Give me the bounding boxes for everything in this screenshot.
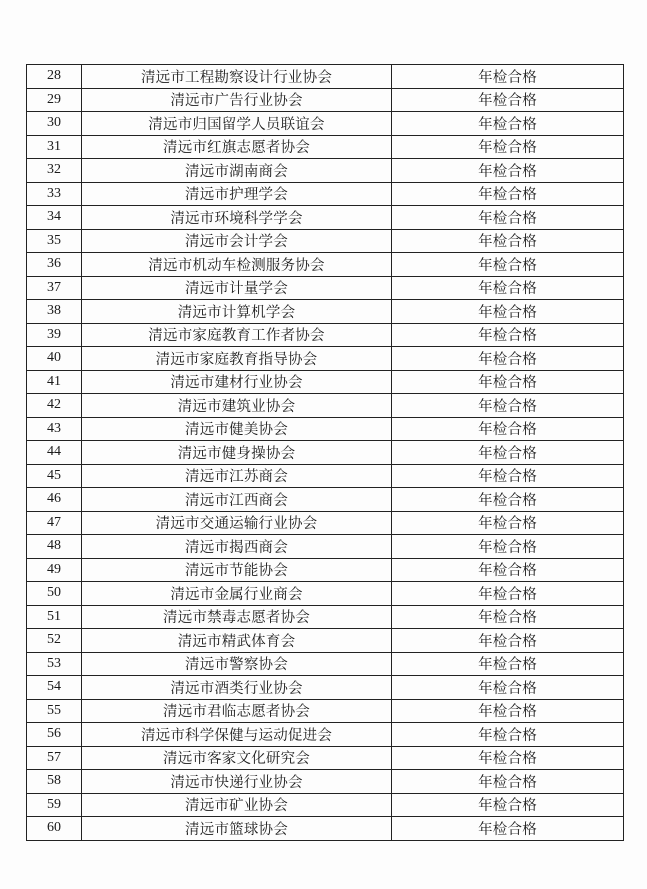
- table-row: [27, 88, 624, 112]
- row-number-cell: 33: [27, 182, 82, 206]
- inspection-status-cell: 年检合格: [392, 182, 624, 206]
- inspection-status-cell: 年检合格: [392, 558, 624, 582]
- organization-name-cell: 清远市君临志愿者协会: [82, 699, 392, 723]
- row-number-cell: 44: [27, 441, 82, 465]
- organization-name-cell: 清远市禁毒志愿者协会: [82, 605, 392, 629]
- row-number-cell: 36: [27, 253, 82, 277]
- inspection-status-cell: 年检合格: [392, 112, 624, 136]
- inspection-status-cell: 年检合格: [392, 605, 624, 629]
- inspection-status-cell: 年检合格: [392, 323, 624, 347]
- inspection-status-cell: 年检合格: [392, 253, 624, 277]
- inspection-status-cell: 年检合格: [392, 676, 624, 700]
- row-number-cell: 34: [27, 206, 82, 230]
- table-row: [27, 370, 624, 394]
- table-row: [27, 535, 624, 559]
- inspection-status-cell: 年检合格: [392, 582, 624, 606]
- organization-name-cell: 清远市家庭教育指导协会: [82, 347, 392, 371]
- inspection-results-table: [26, 64, 624, 841]
- inspection-status-cell: 年检合格: [392, 488, 624, 512]
- organization-name-cell: 清远市归国留学人员联谊会: [82, 112, 392, 136]
- inspection-status-cell: 年检合格: [392, 770, 624, 794]
- table-body: [27, 65, 624, 841]
- organization-name-cell: 清远市建筑业协会: [82, 394, 392, 418]
- organization-name-cell: 清远市计算机学会: [82, 300, 392, 324]
- organization-name-cell: 清远市矿业协会: [82, 793, 392, 817]
- row-number-cell: 56: [27, 723, 82, 747]
- table-row: [27, 488, 624, 512]
- organization-name-cell: 清远市工程勘察设计行业协会: [82, 65, 392, 89]
- row-number-cell: 31: [27, 135, 82, 159]
- table-row: [27, 629, 624, 653]
- row-number-cell: 42: [27, 394, 82, 418]
- row-number-cell: 46: [27, 488, 82, 512]
- organization-name-cell: 清远市健美协会: [82, 417, 392, 441]
- table-row: [27, 159, 624, 183]
- row-number-cell: 35: [27, 229, 82, 253]
- table-row: [27, 699, 624, 723]
- inspection-status-cell: 年检合格: [392, 535, 624, 559]
- organization-name-cell: 清远市篮球协会: [82, 817, 392, 841]
- table-row: [27, 817, 624, 841]
- table-row: [27, 276, 624, 300]
- table-row: [27, 394, 624, 418]
- row-number-cell: 43: [27, 417, 82, 441]
- organization-name-cell: 清远市广告行业协会: [82, 88, 392, 112]
- row-number-cell: 32: [27, 159, 82, 183]
- inspection-status-cell: 年检合格: [392, 229, 624, 253]
- organization-name-cell: 清远市客家文化研究会: [82, 746, 392, 770]
- table-row: [27, 746, 624, 770]
- organization-name-cell: 清远市节能协会: [82, 558, 392, 582]
- inspection-status-cell: 年检合格: [392, 746, 624, 770]
- organization-name-cell: 清远市湖南商会: [82, 159, 392, 183]
- organization-name-cell: 清远市计量学会: [82, 276, 392, 300]
- inspection-status-cell: 年检合格: [392, 629, 624, 653]
- table-row: [27, 464, 624, 488]
- row-number-cell: 29: [27, 88, 82, 112]
- table-row: [27, 182, 624, 206]
- table-row: [27, 511, 624, 535]
- row-number-cell: 37: [27, 276, 82, 300]
- organization-name-cell: 清远市江西商会: [82, 488, 392, 512]
- table-row: [27, 770, 624, 794]
- inspection-status-cell: 年检合格: [392, 464, 624, 488]
- inspection-status-cell: 年检合格: [392, 135, 624, 159]
- inspection-status-cell: 年检合格: [392, 699, 624, 723]
- table-row: [27, 558, 624, 582]
- table-row: [27, 582, 624, 606]
- organization-name-cell: 清远市红旗志愿者协会: [82, 135, 392, 159]
- organization-name-cell: 清远市江苏商会: [82, 464, 392, 488]
- table-row: [27, 323, 624, 347]
- row-number-cell: 55: [27, 699, 82, 723]
- row-number-cell: 30: [27, 112, 82, 136]
- organization-name-cell: 清远市机动车检测服务协会: [82, 253, 392, 277]
- organization-name-cell: 清远市科学保健与运动促进会: [82, 723, 392, 747]
- row-number-cell: 51: [27, 605, 82, 629]
- inspection-status-cell: 年检合格: [392, 276, 624, 300]
- row-number-cell: 59: [27, 793, 82, 817]
- table-row: [27, 605, 624, 629]
- row-number-cell: 47: [27, 511, 82, 535]
- table-row: [27, 206, 624, 230]
- inspection-status-cell: 年检合格: [392, 723, 624, 747]
- inspection-status-cell: 年检合格: [392, 206, 624, 230]
- table-row: [27, 253, 624, 277]
- row-number-cell: 53: [27, 652, 82, 676]
- table-row: [27, 793, 624, 817]
- row-number-cell: 40: [27, 347, 82, 371]
- row-number-cell: 58: [27, 770, 82, 794]
- organization-name-cell: 清远市交通运输行业协会: [82, 511, 392, 535]
- row-number-cell: 49: [27, 558, 82, 582]
- organization-name-cell: 清远市快递行业协会: [82, 770, 392, 794]
- inspection-status-cell: 年检合格: [392, 652, 624, 676]
- inspection-status-cell: 年检合格: [392, 793, 624, 817]
- table-row: [27, 300, 624, 324]
- inspection-status-cell: 年检合格: [392, 817, 624, 841]
- organization-name-cell: 清远市金属行业商会: [82, 582, 392, 606]
- row-number-cell: 50: [27, 582, 82, 606]
- row-number-cell: 45: [27, 464, 82, 488]
- organization-name-cell: 清远市会计学会: [82, 229, 392, 253]
- inspection-status-cell: 年检合格: [392, 511, 624, 535]
- organization-name-cell: 清远市健身操协会: [82, 441, 392, 465]
- organization-name-cell: 清远市环境科学学会: [82, 206, 392, 230]
- organization-name-cell: 清远市揭西商会: [82, 535, 392, 559]
- inspection-status-cell: 年检合格: [392, 441, 624, 465]
- inspection-status-cell: 年检合格: [392, 370, 624, 394]
- inspection-status-cell: 年检合格: [392, 65, 624, 89]
- table-row: [27, 417, 624, 441]
- table-row: [27, 676, 624, 700]
- organization-name-cell: 清远市建材行业协会: [82, 370, 392, 394]
- row-number-cell: 60: [27, 817, 82, 841]
- row-number-cell: 52: [27, 629, 82, 653]
- row-number-cell: 38: [27, 300, 82, 324]
- row-number-cell: 39: [27, 323, 82, 347]
- row-number-cell: 54: [27, 676, 82, 700]
- row-number-cell: 28: [27, 65, 82, 89]
- table-row: [27, 229, 624, 253]
- organization-name-cell: 清远市护理学会: [82, 182, 392, 206]
- row-number-cell: 57: [27, 746, 82, 770]
- inspection-status-cell: 年检合格: [392, 417, 624, 441]
- table-row: [27, 347, 624, 371]
- organization-name-cell: 清远市警察协会: [82, 652, 392, 676]
- table-row: [27, 112, 624, 136]
- organization-name-cell: 清远市酒类行业协会: [82, 676, 392, 700]
- inspection-status-cell: 年检合格: [392, 347, 624, 371]
- table-row: [27, 65, 624, 89]
- inspection-status-cell: 年检合格: [392, 88, 624, 112]
- inspection-status-cell: 年检合格: [392, 159, 624, 183]
- table-row: [27, 723, 624, 747]
- organization-name-cell: 清远市精武体育会: [82, 629, 392, 653]
- organization-name-cell: 清远市家庭教育工作者协会: [82, 323, 392, 347]
- inspection-status-cell: 年检合格: [392, 300, 624, 324]
- table-row: [27, 441, 624, 465]
- row-number-cell: 48: [27, 535, 82, 559]
- row-number-cell: 41: [27, 370, 82, 394]
- inspection-status-cell: 年检合格: [392, 394, 624, 418]
- table-row: [27, 135, 624, 159]
- table-row: [27, 652, 624, 676]
